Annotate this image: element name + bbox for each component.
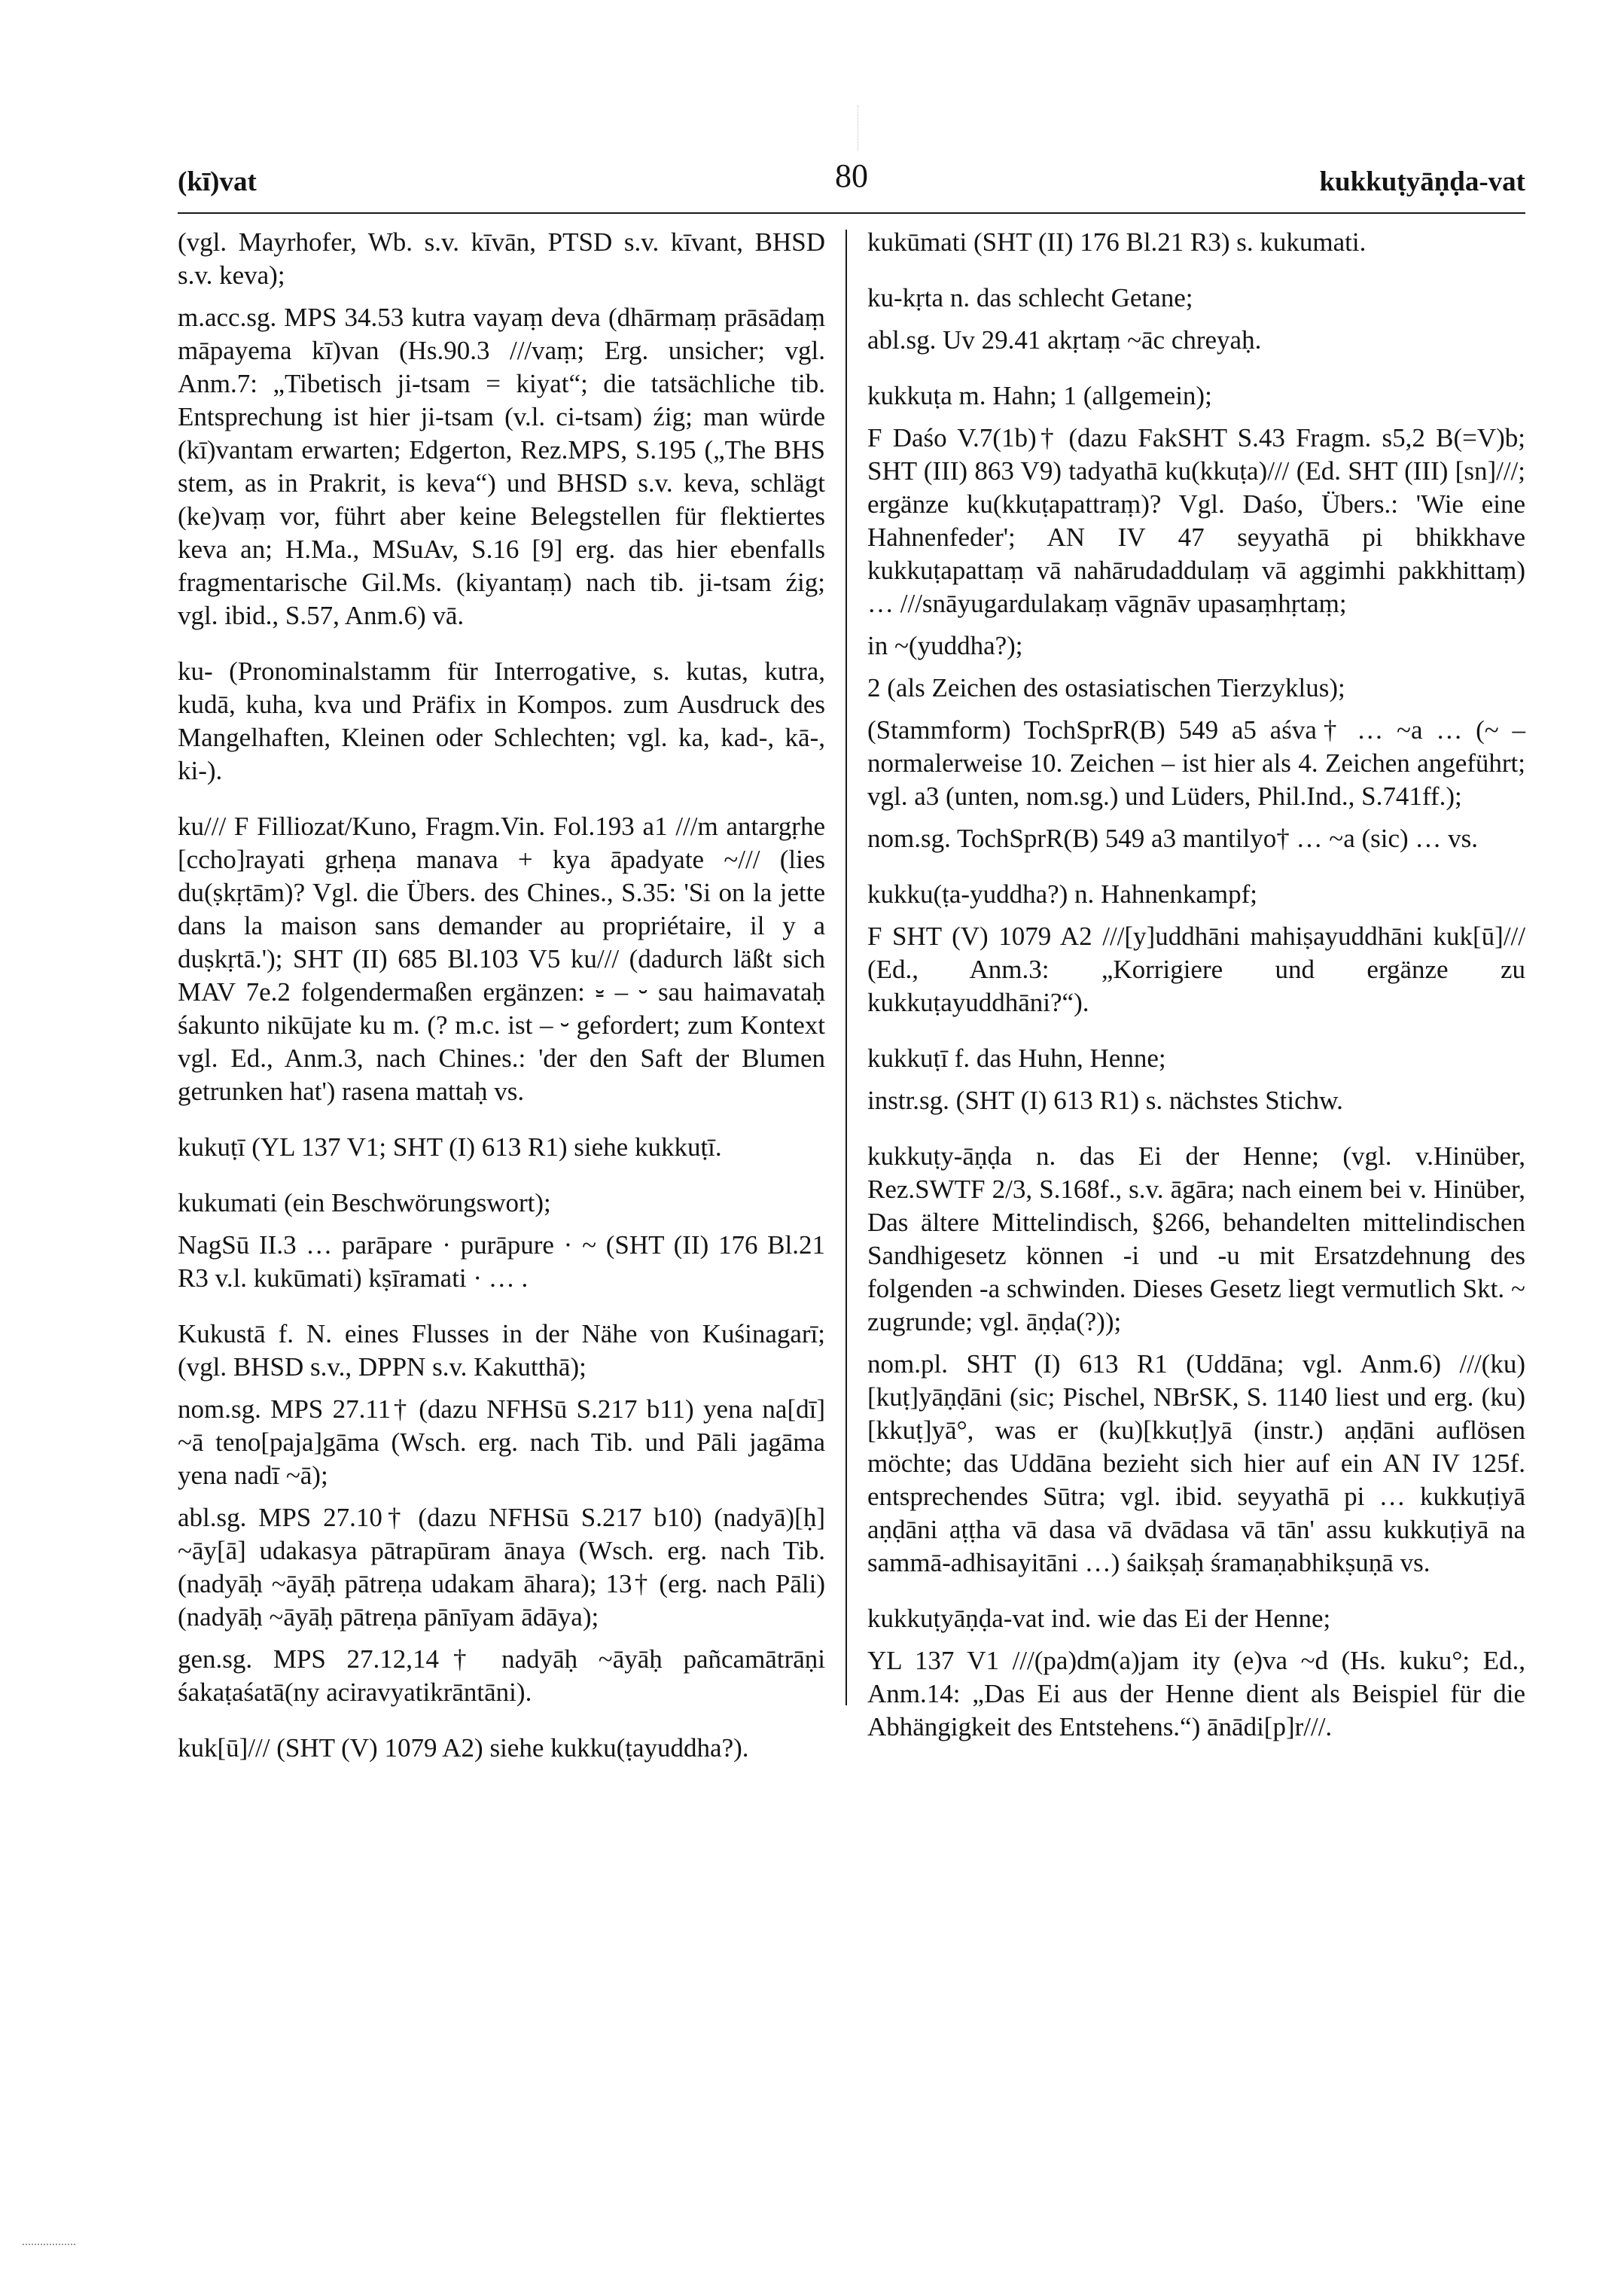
entry-citation: instr.sg. (SHT (I) 613 R1) s. nächstes Stichw. bbox=[867, 1086, 1343, 1115]
entry-citation: nom.sg. MPS 27.11† (dazu NFHSū S.217 b11) yena na[dī] ~ā teno[paja]gāma (Wsch. erg. nach Tib. und Pāli jagāma yena nadī ~ā); bbox=[178, 1394, 825, 1490]
column-divider bbox=[846, 230, 847, 1705]
entry-citation: (Stammform) TochSprR(B) 549 a5 aśva† … ~a … (~ – normalerweise 10. Zeichen – ist hier als 4. Zeichen angeführt; vgl. a3 (unten, nom.sg.) und Lüders, Phil.Ind., S.741ff.); bbox=[867, 715, 1525, 811]
entry-citation: 2 (als Zeichen des ostasiatischen Tierzyklus); bbox=[867, 673, 1345, 702]
dictionary-entry bbox=[867, 1042, 1525, 1117]
entry-citation: gen.sg. MPS 27.12,14† nadyāḥ ~āyāḥ pañcamātrāṇi śakaṭaśatā(ny aciravyatikrāntāni). bbox=[178, 1644, 825, 1707]
entry-headline: ku- (Pronominalstamm für Interrogative, s. kutas, kutra, kudā, kuha, kva und Präfix in Kompos. zum Ausdruck des Mangelhaften, Kleinen oder Schlechten; vgl. ka, kad-, kā-, ki-). bbox=[178, 657, 825, 785]
right-column bbox=[867, 226, 1525, 1766]
entry-headline: ku-kṛta n. das schlecht Getane; bbox=[867, 283, 1193, 312]
page-header bbox=[178, 157, 1525, 202]
scan-speck bbox=[858, 105, 859, 151]
entry-citation: F Daśo V.7(1b)† (dazu FakSHT S.43 Fragm. s5,2 B(=V)b; SHT (III) 863 V9) tadyathā ku(kkuṭa)/// (Ed. SHT (III) [sn]///; ergänze ku(kkuṭapattraṃ)? Vgl. Daśo, Übers.: 'Wie eine Hahnenfeder'; AN IV 47 seyyathā pi bhikkhave kukkuṭapattaṃ vā nahārudaddulaṃ vā aggimhi pakkhittaṃ) … ///snāyugardulakaṃ vāgnāv upasaṃhṛtaṃ; bbox=[867, 423, 1525, 618]
dictionary-entry bbox=[178, 1318, 825, 1709]
dictionary-entry bbox=[867, 1602, 1525, 1744]
entry-headline: kukkuṭa m. Hahn; 1 (allgemein); bbox=[867, 381, 1212, 410]
dictionary-entry bbox=[867, 282, 1525, 357]
dictionary-entry bbox=[178, 1131, 825, 1164]
dictionary-entry bbox=[867, 226, 1525, 259]
entry-headline: kuk[ū]/// (SHT (V) 1079 A2) siehe kukku(ṭayuddha?). bbox=[178, 1733, 749, 1763]
dictionary-entry bbox=[867, 878, 1525, 1019]
dictionary-entry bbox=[867, 1140, 1525, 1580]
dictionary-entry bbox=[178, 1187, 825, 1295]
page-number: 80 bbox=[835, 157, 868, 194]
entry-citation: F SHT (V) 1079 A2 ///[y]uddhāni mahiṣayuddhāni kuk[ū]/// (Ed., Anm.3: „Korrigiere und ergänze zu kukkuṭayuddhāni?“). bbox=[867, 922, 1525, 1017]
entry-headline: kukkuṭyāṇḍa-vat ind. wie das Ei der Henne; bbox=[867, 1604, 1331, 1633]
dictionary-entry bbox=[178, 810, 825, 1108]
entry-citation: nom.pl. SHT (I) 613 R1 (Uddāna; vgl. Anm.6) ///(ku)[kuṭ]yāṇḍāni (sic; Pischel, NBrSK, S. 1140 liest und erg. (ku)[kkuṭ]yā°, was er (ku)[kkuṭ]yā (instr.) aṇḍāni auflösen möchte; das Uddāna bezieht sich hier auf ein AN IV 125f. entsprechendes Sūtra; vgl. ibid. seyyathā pi … kukkuṭiyā aṇḍāni aṭṭha vā dasa vā dvādasa vā tān' assu kukkuṭiyā na sammā-adhisayitāni …) śaikṣaḥ śramaṇabhikṣuṇā vs. bbox=[867, 1349, 1525, 1577]
entry-headline: ku/// F Filliozat/Kuno, Fragm.Vin. Fol.193 a1 ///m antargṛhe [ccho]rayati gṛheṇa manava + kya āpadyate ~/// (lies du(ṣkṛtām)? Vgl. die Übers. des Chines., S.35: 'Si on la jette dans la maison sans demander au propriétaire, il y a duṣkṛtā.'); SHT (II) 685 Bl.103 V5 ku/// (dadurch läßt sich MAV 7e.2 folgendermaßen ergänzen: ⏓ – ⏑ sau haimavataḥ śakunto nikūjate ku m. (? m.c. ist – ⏑ gefordert; zum Kontext vgl. Ed., Anm.3, nach Chines.: 'der den Saft der Blumen getrunken hat') rasena mattaḥ vs. bbox=[178, 812, 825, 1106]
entry-citation: m.acc.sg. MPS 34.53 kutra vayaṃ deva (dhārmaṃ prāsādaṃ māpayema kī)van (Hs.90.3 ///vaṃ; Erg. unsicher; vgl. Anm.7: „Tibetisch ji-tsam = kiyat“; die tatsächliche tib. Entsprechung ist hier ji-tsam (v.l. ci-tsam) źig; man würde (kī)vantam erwarten; Edgerton, Rez.MPS, S.195 („The BHS stem, as in Prakrit, is keva“) und BHSD s.v. keva, schlägt (ke)vaṃ vor, führt aber keine Belegstellen für flektiertes keva an; H.Ma., MSuAv, S.16 [9] erg. das hier ebenfalls fragmentarische Gil.Ms. (kiyantaṃ) nach tib. ji-tsam źig; vgl. ibid., S.57, Anm.6) vā. bbox=[178, 303, 825, 630]
entry-headline: kukku(ṭa-yuddha?) n. Hahnenkampf; bbox=[867, 879, 1258, 909]
entry-citation: nom.sg. TochSprR(B) 549 a3 mantilyo† … ~a (sic) … vs. bbox=[867, 824, 1479, 853]
scan-mark bbox=[23, 2244, 75, 2247]
entry-citation: abl.sg. Uv 29.41 akṛtaṃ ~āc chreyaḥ. bbox=[867, 325, 1262, 355]
entry-headline: (vgl. Mayrhofer, Wb. s.v. kīvān, PTSD s.v. kīvant, BHSD s.v. keva); bbox=[178, 227, 825, 290]
dictionary-entry bbox=[178, 226, 825, 632]
entry-headline: kukkuṭy-āṇḍa n. das Ei der Henne; (vgl. v.Hinüber, Rez.SWTF 2/3, S.168f., s.v. āgāra; nach einem bei v. Hinüber, Das ältere Mittelindisch, §266, behandelten mittelindischen Sandhigesetz können -i und -u mit Ersatzdehnung des folgenden -a schwinden. Dieses Gesetz liegt vermutlich Skt. ~ zugrunde; vgl. āṇḍa(?)); bbox=[867, 1141, 1525, 1336]
entry-citation: in ~(yuddha?); bbox=[867, 631, 1023, 660]
entry-headline: kukuṭī (YL 137 V1; SHT (I) 613 R1) siehe kukkuṭī. bbox=[178, 1132, 722, 1162]
entry-headline: Kukustā f. N. eines Flusses in der Nähe von Kuśinagarī; (vgl. BHSD s.v., DPPN s.v. Kakutthā); bbox=[178, 1319, 825, 1382]
entry-headline: kukkuṭī f. das Huhn, Henne; bbox=[867, 1044, 1166, 1073]
entry-citation: abl.sg. MPS 27.10† (dazu NFHSū S.217 b10) (nadyā)[ḥ] ~āy[ā] udakasya pātrapūram ānaya (Wsch. erg. nach Tib. (nadyāḥ ~āyāḥ pātreṇa udakam āhara); 13† (erg. nach Pāli) (nadyāḥ ~āyāḥ pātreṇa pānīyam ādāya); bbox=[178, 1503, 825, 1632]
dictionary-entry bbox=[867, 379, 1525, 855]
entry-headline: kukumati (ein Beschwörungswort); bbox=[178, 1188, 551, 1217]
entry-citation: YL 137 V1 ///(pa)dm(a)jam ity (e)va ~d (Hs. kuku°; Ed., Anm.14: „Das Ei aus der Henne dient als Beispiel für die Abhängigkeit des Entstehens.“) ānādi[p]r///. bbox=[867, 1646, 1525, 1741]
entry-citation: NagSū II.3 … parāpare · purāpure · ~ (SHT (II) 176 Bl.21 R3 v.l. kukūmati) kṣīramati · … . bbox=[178, 1230, 825, 1293]
left-column bbox=[178, 226, 825, 1787]
running-head-right: kukkuṭyāṇḍa-vat bbox=[1319, 166, 1525, 197]
dictionary-entry bbox=[178, 655, 825, 788]
running-head-left: (kī)vat bbox=[178, 166, 257, 197]
header-rule bbox=[178, 212, 1525, 214]
dictionary-entry bbox=[178, 1732, 825, 1765]
entry-headline: kukūmati (SHT (II) 176 Bl.21 R3) s. kukumati. bbox=[867, 227, 1367, 257]
